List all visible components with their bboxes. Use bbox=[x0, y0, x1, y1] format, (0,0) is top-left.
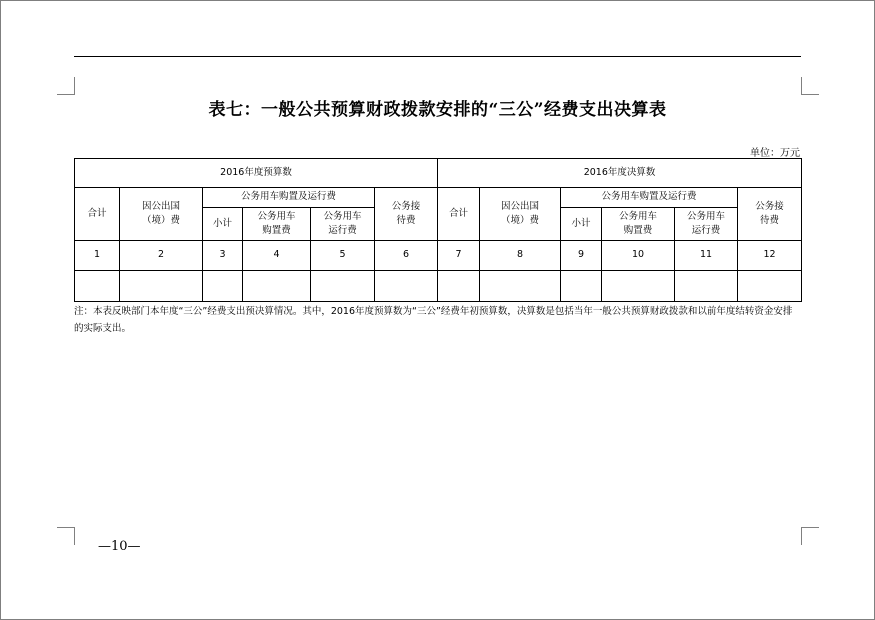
column-number: 7 bbox=[438, 241, 480, 271]
table-cell bbox=[602, 271, 675, 302]
header-rule bbox=[74, 56, 801, 57]
column-number: 4 bbox=[243, 241, 311, 271]
final-abroad-header: 因公出国 （境）费 bbox=[480, 188, 561, 241]
table-cell bbox=[675, 271, 738, 302]
table-cell bbox=[480, 271, 561, 302]
budget-group-header: 2016年度预算数 bbox=[75, 159, 438, 188]
table-cell bbox=[243, 271, 311, 302]
three-public-expenses-table bbox=[74, 158, 802, 302]
table-note: 注：本表反映部门本年度“三公”经费支出预决算情况。其中，2016年度预算数为“三公”经费年初预算数，决算数是包括当年一般公共预算财政拨款和以前年度结转资金安排的实际支出。 bbox=[74, 306, 793, 334]
budget-abroad-header: 因公出国 （境）费 bbox=[120, 188, 203, 241]
table-cell bbox=[738, 271, 802, 302]
column-number: 8 bbox=[480, 241, 561, 271]
crop-mark-bottom-right bbox=[801, 527, 819, 545]
final-purchase-header: 公务用车 购置费 bbox=[602, 208, 675, 241]
final-vehicle-header: 公务用车购置及运行费 bbox=[561, 188, 738, 208]
budget-subtotal-header: 小计 bbox=[203, 208, 243, 241]
group-header-row bbox=[75, 159, 802, 188]
crop-mark-bottom-left bbox=[57, 527, 75, 545]
table-cell bbox=[311, 271, 375, 302]
column-number-row bbox=[75, 241, 802, 271]
table-cell bbox=[120, 271, 203, 302]
budget-operation-header: 公务用车 运行费 bbox=[311, 208, 375, 241]
column-number: 2 bbox=[120, 241, 203, 271]
crop-mark-top-right bbox=[801, 77, 819, 95]
column-header-row bbox=[75, 188, 802, 208]
table-cell bbox=[375, 271, 438, 302]
column-number: 6 bbox=[375, 241, 438, 271]
column-number: 3 bbox=[203, 241, 243, 271]
data-row bbox=[75, 271, 802, 302]
column-number: 12 bbox=[738, 241, 802, 271]
final-reception-header: 公务接 待费 bbox=[738, 188, 802, 241]
table-cell bbox=[561, 271, 602, 302]
document-title: 表七：一般公共预算财政拨款安排的“三公”经费支出决算表 bbox=[208, 100, 667, 120]
budget-total-header: 合计 bbox=[75, 188, 120, 241]
unit-label: 单位：万元 bbox=[750, 148, 800, 159]
table-cell bbox=[438, 271, 480, 302]
crop-mark-top-left bbox=[57, 77, 75, 95]
column-number: 10 bbox=[602, 241, 675, 271]
budget-vehicle-header: 公务用车购置及运行费 bbox=[203, 188, 375, 208]
final-subtotal-header: 小计 bbox=[561, 208, 602, 241]
table-cell bbox=[75, 271, 120, 302]
budget-reception-header: 公务接 待费 bbox=[375, 188, 438, 241]
column-number: 9 bbox=[561, 241, 602, 271]
column-number: 5 bbox=[311, 241, 375, 271]
column-number: 1 bbox=[75, 241, 120, 271]
page-number: —10— bbox=[98, 539, 141, 554]
column-number: 11 bbox=[675, 241, 738, 271]
table-cell bbox=[203, 271, 243, 302]
budget-purchase-header: 公务用车 购置费 bbox=[243, 208, 311, 241]
final-total-header: 合计 bbox=[438, 188, 480, 241]
final-operation-header: 公务用车 运行费 bbox=[675, 208, 738, 241]
final-group-header: 2016年度决算数 bbox=[438, 159, 802, 188]
